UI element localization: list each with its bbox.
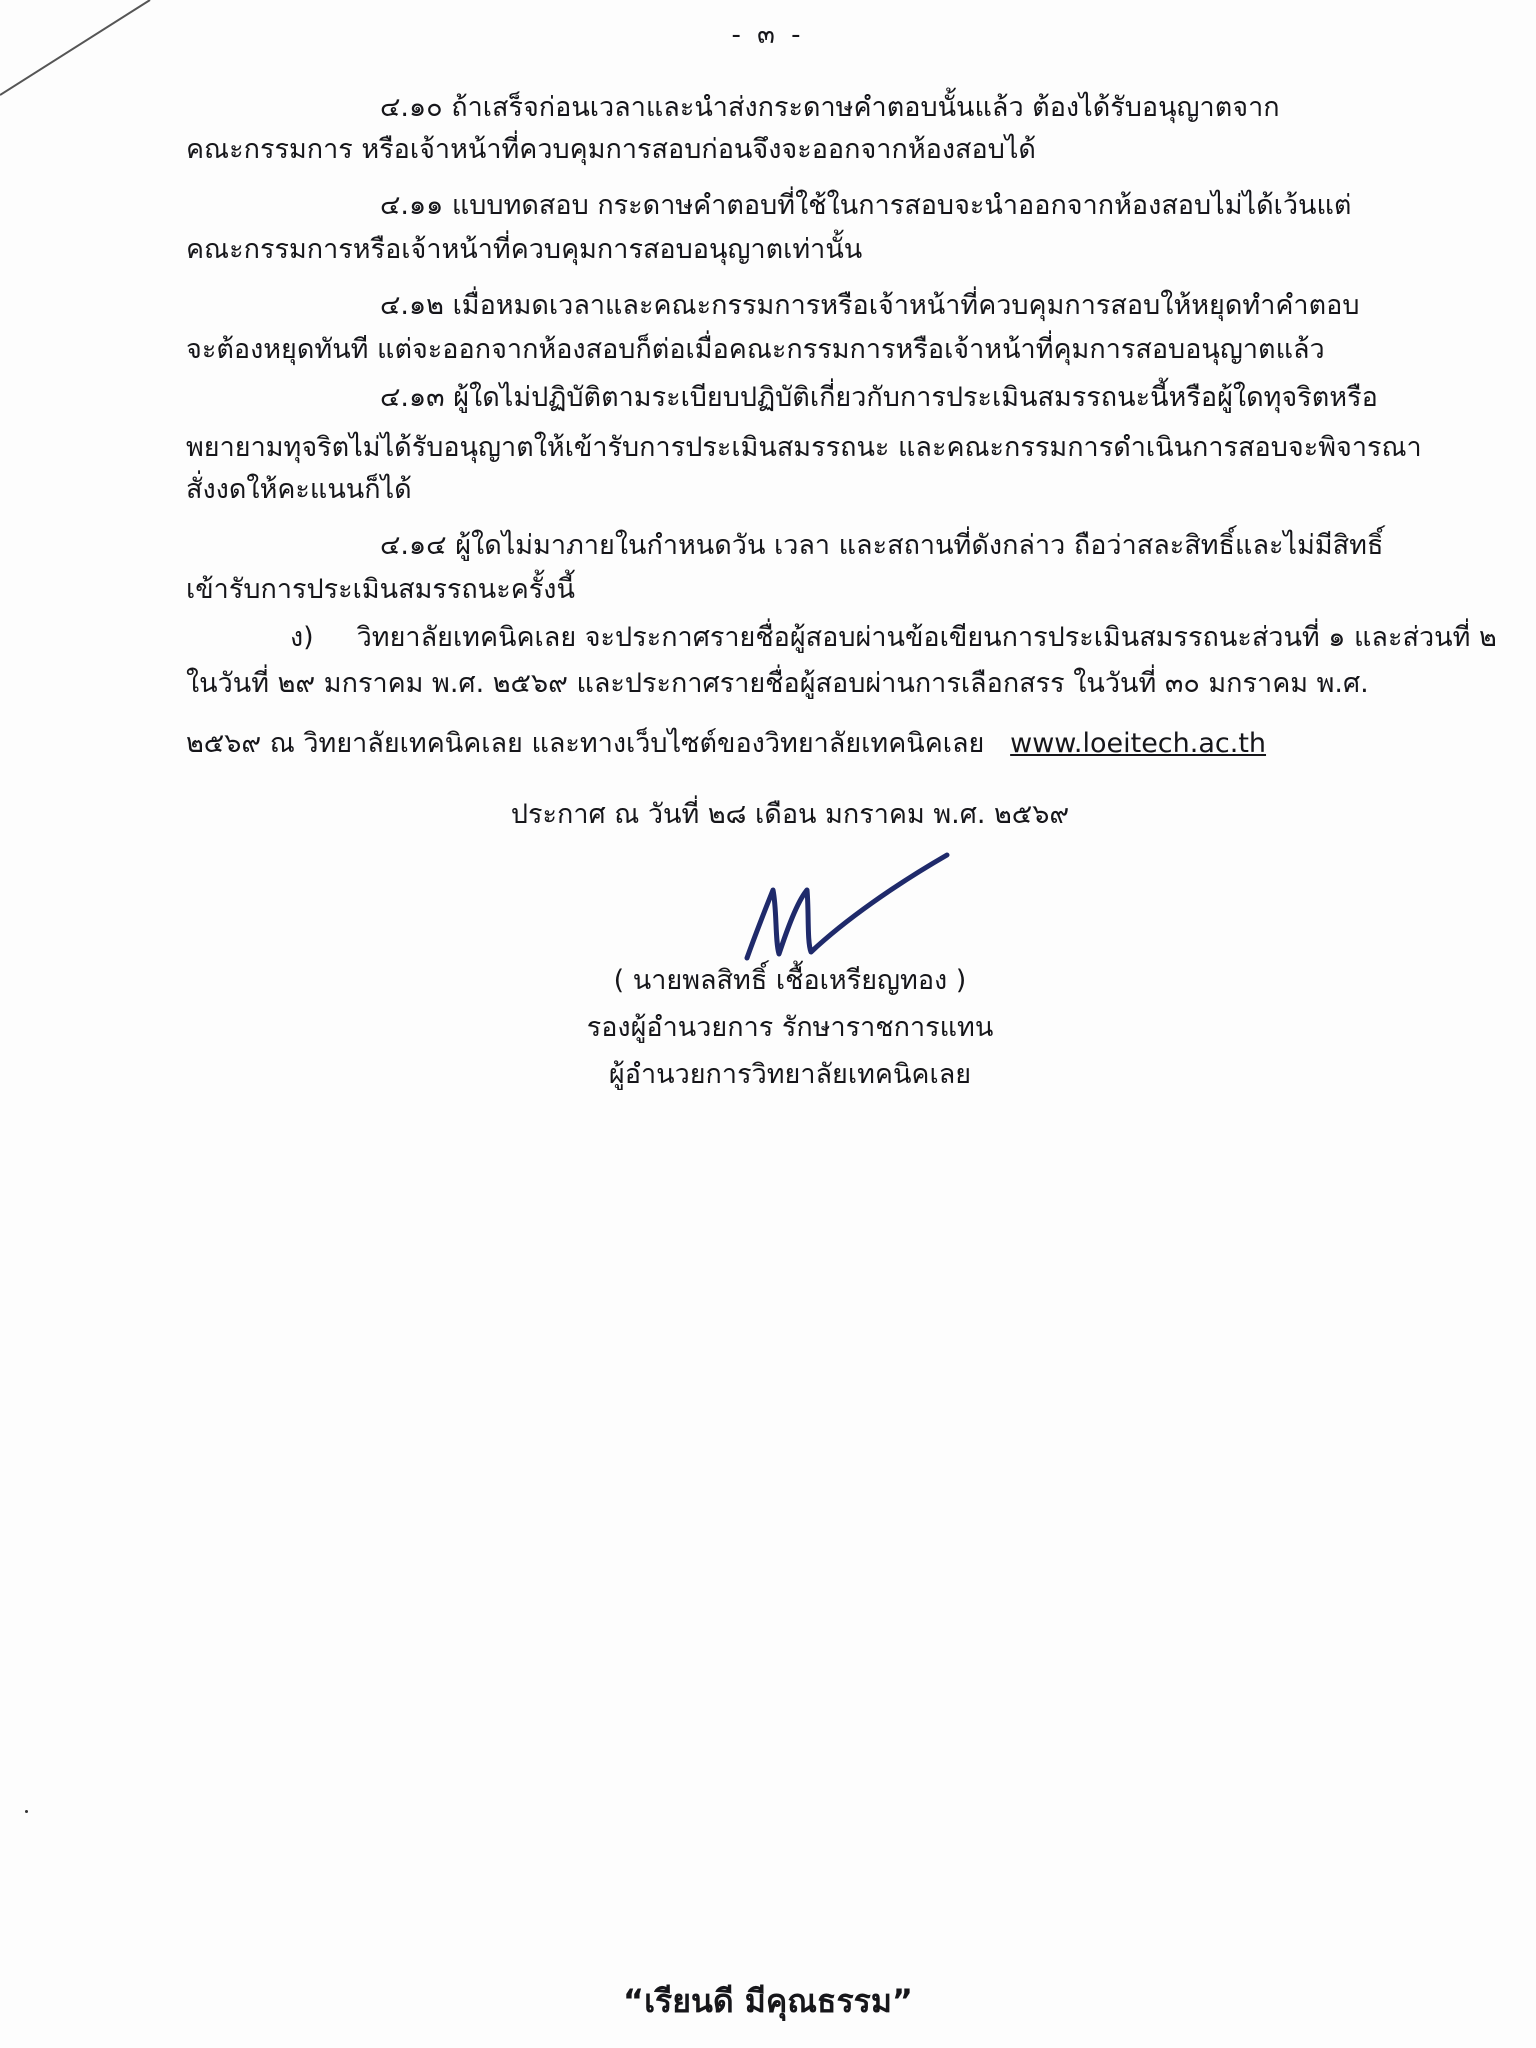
clause-text: ผู้ใดไม่ปฏิบัติตามระเบียบปฏิบัติเกี่ยวกับการประเมินสมรรถนะนี้หรือผู้ใดทุจริตหรือ <box>453 382 1378 413</box>
clause-4-13-line-3: สั่งงดให้คะแนนก็ได้ <box>186 474 412 505</box>
clause-number: ๔.๑๒ <box>380 290 444 321</box>
clause-4-11-line-2: คณะกรรมการหรือเจ้าหน้าที่ควบคุมการสอบอนุญาตเท่านั้น <box>186 234 863 265</box>
clause-4-12-line-2: จะต้องหยุดทันที แต่จะออกจากห้องสอบก็ต่อเมื่อคณะกรรมการหรือเจ้าหน้าที่คุมการสอบอนุญาตแล้ว <box>186 334 1325 365</box>
signatory-position-1: รองผู้อำนวยการ รักษาราชการแทน <box>586 1012 994 1043</box>
clause-4-10-line-2: คณะกรรมการ หรือเจ้าหน้าที่ควบคุมการสอบก่อนจึงจะออกจากห้องสอบได้ <box>186 134 1036 165</box>
clause-number: ๔.๑๔ <box>380 530 447 561</box>
signatory-position-2: ผู้อำนวยการวิทยาลัยเทคนิคเลย <box>608 1059 972 1090</box>
clause-4-13-line-2: พยายามทุจริตไม่ได้รับอนุญาตให้เข้ารับการประเมินสมรรถนะ และคณะกรรมการดำเนินการสอบจะพิจารณา <box>186 432 1422 463</box>
signature-image <box>735 850 955 970</box>
clause-4-12-line-1 <box>380 290 1359 322</box>
page-number: - ๓ - <box>731 20 805 50</box>
section-g-line-2: ในวันที่ ๒๙ มกราคม พ.ศ. ๒๕๖๙ และประกาศรายชื่อผู้สอบผ่านการเลือกสรร ในวันที่ ๓๐ มกราคม พ.ศ. <box>186 668 1369 699</box>
clause-4-10-line-1 <box>380 92 1280 124</box>
clause-4-11-line-1 <box>380 190 1351 222</box>
clause-text: เมื่อหมดเวลาและคณะกรรมการหรือเจ้าหน้าที่ควบคุมการสอบให้หยุดทำคำตอบ <box>452 290 1360 321</box>
section-g-text: ๒๕๖๙ ณ วิทยาลัยเทคนิคเลย และทางเว็บไซต์ของวิทยาลัยเทคนิคเลย <box>186 728 985 759</box>
signatory-name: ( นายพลสิทธิ์ เชื้อเหรียญทอง ) <box>613 965 967 996</box>
clause-4-14-line-1 <box>380 530 1383 562</box>
clause-4-13-line-1 <box>380 382 1378 414</box>
clause-text: ผู้ใดไม่มาภายในกำหนดวัน เวลา และสถานที่ดังกล่าว ถือว่าสละสิทธิ์และไม่มีสิทธิ์ <box>455 530 1384 561</box>
section-g-line-1 <box>290 622 1497 654</box>
clause-text: แบบทดสอบ กระดาษคำตอบที่ใช้ในการสอบจะนำออกจากห้องสอบไม่ได้เว้นแต่ <box>451 190 1352 221</box>
clause-number: ๔.๑๑ <box>380 190 444 221</box>
section-g-line-3 <box>186 728 1266 760</box>
clause-number: ๔.๑๓ <box>380 382 445 413</box>
clause-number: ๔.๑๐ <box>380 92 443 123</box>
section-g-label: ง) <box>290 622 314 653</box>
clause-text: ถ้าเสร็จก่อนเวลาและนำส่งกระดาษคำตอบนั้นแล้ว ต้องได้รับอนุญาตจาก <box>451 92 1280 123</box>
website-link[interactable]: www.loeitech.ac.th <box>1010 728 1267 759</box>
clause-4-14-line-2: เข้ารับการประเมินสมรรถนะครั้งนี้ <box>186 574 575 605</box>
announcement-date: ประกาศ ณ วันที่ ๒๘ เดือน มกราคม พ.ศ. ๒๕๖๙ <box>510 799 1070 830</box>
section-g-text: วิทยาลัยเทคนิคเลย จะประกาศรายชื่อผู้สอบผ่านข้อเขียนการประเมินสมรรถนะส่วนที่ ๑ และส่วนที่ ๒ <box>356 622 1497 653</box>
college-motto: “เรียนดี มีคุณธรรม” <box>623 1982 913 2020</box>
paper-speck <box>25 1810 28 1813</box>
